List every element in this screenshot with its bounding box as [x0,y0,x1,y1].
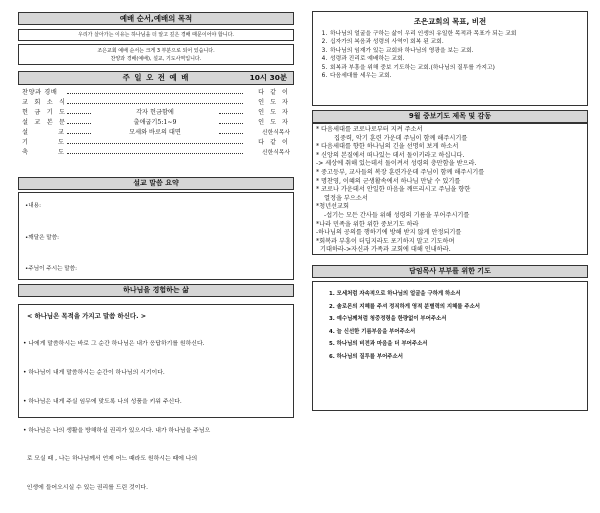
order-parts-box [18,44,294,65]
pastor-prayer-item: 5. 하나님의 비전과 마음을 더 부어주소서 [329,341,428,348]
order-parts-list: 찬양과 경배(예배), 설교, 기도사역입니다. [110,56,202,62]
summary-realized-field: •깨달은 말씀: [25,235,59,241]
life-item: • 하나님은 나의 생활을 방해하실 권리가 있으시다. 내가 하나님을 주님으 [23,427,211,434]
life-item: • 하나님은 내게 주실 임무에 맞도록 나의 성품을 키워 주신다. [23,398,182,405]
service-title: 주 일 오 전 예 배 [122,73,190,82]
life-items [23,321,289,513]
prayer-line: -> 세상에 취해 있는데서 돌이켜서 성령의 충만함을 받으라. [316,160,477,168]
prayer-line: * 다음세대를 향한 하나님의 긴을 선명히 보게 하소서 [316,143,459,151]
prayer-title-bar [312,110,588,123]
family-title-bar [312,265,588,278]
service-time: 10시 30분 [249,73,287,82]
experience-god-box [18,304,294,492]
service-row: 기 도 다 같 이 [22,139,290,146]
service-row: 설 교 모세와 바로의 대면 신한식목사 [22,129,290,136]
prayer-line: * 신앙의 본질에서 떠나있는 데서 돌이키라고 하십니다. [316,151,465,159]
goal-item: 5. 회복과 부흥을 위해 중보 기도하는 교회.(하나님의 질투를 가지고) [329,64,583,72]
service-row: 축 도 신한식목사 [22,149,290,156]
service-title-bar [18,71,294,85]
life-item: • 나에게 말씀하시는 바로 그 순간 하나님은 내가 응답하기를 원하신다. [23,341,205,348]
prayer-line: * 코로나 가운데서 안일한 마음을 깨뜨리시고 주님을 향한 [316,186,471,194]
service-row: 헌 금 기 도 각자 헌금함에 인 도 자 [22,109,290,116]
prayer-line: * 중고등부, 교사들의 복장 훈련가운데 주님이 함께 해주시기를 [316,168,485,176]
goals-list [317,30,583,80]
prayer-line: 기대하라->자신과 가족과 교회에 대해 인내하라. [320,246,451,254]
summary-lord-word-field: •주님이 주시는 말씀: [25,266,77,272]
service-row: 찬양과 경배 다 같 이 [22,89,290,96]
life-title: 하나님을 경험하는 삶 [123,286,189,294]
prayer-topics-box [312,123,588,255]
service-row: 교 회 소 식 인 도 자 [22,99,290,106]
summary-content-field: •내용: [25,203,41,209]
life-item: 인생에 들어오시실 수 있는 권리를 드린 것이다. [23,485,148,492]
pastor-prayer-item: 3. 예수님께처럼 청중정령을 한량없이 부어주소서 [329,316,447,323]
service-order-list [18,87,294,175]
goals-title: 조은교회의 목표, 비전 [413,17,487,26]
prayer-title: 9월 중보기도 제목 및 감동 [408,112,492,120]
goal-item: 4. 성령과 진리로 예배하는 교회. [329,55,583,63]
life-item: • 하나님이 내게 말씀하시는 순간이 하나님의 시기이다. [23,369,165,376]
family-title: 담임목사 부부를 위한 기도 [409,267,491,275]
prayer-line: * 다음세대를 코로나로부터 지켜 주소서 [316,126,423,133]
service-row: 설 교 본 문 출애굽기5:1~9 인 도 자 [22,119,290,126]
prayer-line: *나라 민족을 위한 위한 중보기도 하라 [316,220,419,228]
life-item: 로 모실 때 , 나는 하나님께서 언제 어느 때라도 원하시는 때에 나의 [23,456,198,463]
goal-item: 2. 십자가의 복음과 성령의 사역이 회복 된 교회. [329,38,583,46]
summary-title: 설교 말씀 요약 [133,179,179,187]
order-title: 예배 순서,예배의 목적 [119,14,193,23]
prayer-line: 집중력, 악기 훈련 가운데 주님이 함께 해주시기를 [334,134,468,142]
summary-title-bar [18,177,294,190]
goal-item: 3. 하나님의 임재가 있는 교회와 하나님의 영광을 보는 교회. [329,47,583,55]
pastor-prayer-list [312,281,588,411]
order-title-bar [18,12,294,25]
goal-item: 6. 다음세대를 세우는 교회. [329,72,583,80]
prayer-line: *청년선교회 [316,203,349,211]
prayer-line: 열정을 부으소서 [324,194,368,202]
prayer-line: -하나님의 공의를 행하기에 방해 받지 않게 안정되기를 [316,229,462,237]
prayer-line: *회복과 부흥이 더딥지라도 포기하지 말고 기도하며 [316,237,455,245]
sermon-summary-box [18,192,294,280]
pastor-prayer-item: 6. 하나님의 질투를 부어주소서 [329,353,403,360]
life-heading: < 하나님은 목적을 가지고 말씀 하신다. > [27,312,147,320]
pastor-prayer-item: 4. 늘 신선한 기름부음을 부어주소서 [329,328,416,335]
goal-item: 1. 하나님의 얼굴을 구하는 삶이 우리 인생의 유일한 목적과 목표가 되는 교회 [329,30,583,38]
order-parts-line: 조은교회 예배 순서는 크게 3 부분으로 되어 있습니다. [97,48,215,54]
church-goals-box [312,11,588,106]
pastor-prayer-item: 1. 모세처럼 자속적으로 하나님의 얼굴을 구하게 하소서 [329,291,461,297]
pastor-prayer-item: 2. 솔로몬의 지혜를 주셔 정직하게 영적 분별력의 지혜를 주소서 [329,303,480,310]
prayer-line: -섭기는 모든 간사들 위해 성령의 기름을 부어주시기를 [324,211,470,219]
order-purpose-line: 우리가 살아가는 이유는 하나님을 더 알고 깊은 경배 때문이어야 합니다. [18,29,294,41]
life-title-bar [18,284,294,297]
prayer-line: * 명찬영, 이혜의 군생활속에서 하나님 만날 수 있기를 [316,177,461,185]
